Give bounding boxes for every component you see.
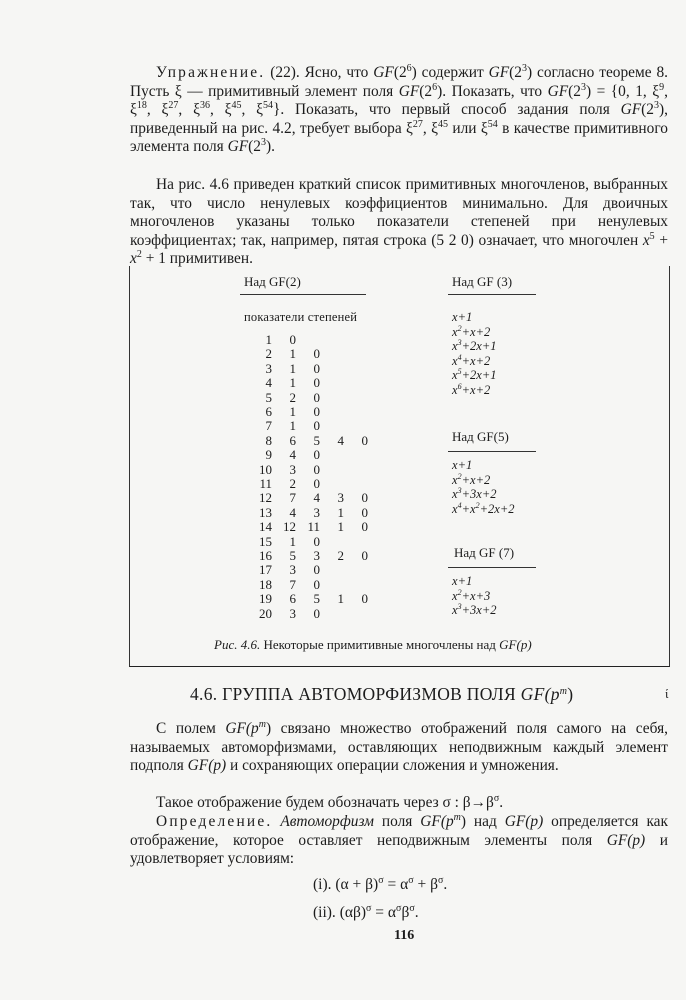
figure-caption: Рис. 4.6. Некоторые примитивные многочлены над GF(p): [214, 637, 532, 652]
exercise-paragraph: Упражнение. (22). Ясно, что $GF(2^6)$ содержит $GF(2^3)$ согласно теореме 8. Пусть ξ — примитивный элемент поля $GF(2^6)$. Показать, что $GF(2^3) = \{0$, 1, $\xi^9$, $\xi^{18}$, $\xi^{27}$, $\xi^{36}$, $\xi^{45}$, $\xi^{54}$}. Показать, что первый способ задания поля $GF(2^3)$, приведенный на рис. 4.2, требует выбора $\xi^{27}$, $\xi^{45}$ или $\xi^{54}$ в качестве примитивного элемента поля $GF(2^3)$.: [130, 63, 669, 156]
polynomial-item: $x^2+x+2$: [452, 323, 491, 339]
exponent-cell: 0: [313, 533, 320, 549]
gf3-header: Над GF (3): [452, 274, 513, 289]
exponent-cell: 3: [289, 562, 296, 578]
exponent-cell: 0: [361, 519, 368, 535]
exponent-cell: 0: [361, 490, 368, 506]
exponent-cell: 9: [265, 447, 272, 463]
automorphism-paragraph: С полем $GF(p^m)$ связано множество отображений поля самого на себя, называемых автоморфизмами, оставляющих неподвижным каждый элемент подполя GF(p) и сохраняющих операции сложения и умножения.: [130, 719, 668, 775]
exponent-cell: 13: [259, 504, 272, 520]
exponent-cell: 0: [313, 375, 320, 391]
exponent-cell: 1: [289, 375, 296, 391]
exponent-cell: 3: [337, 490, 344, 506]
exponent-cell: 0: [361, 591, 368, 607]
exponent-cell: 20: [259, 605, 272, 621]
gf2-header-rule: [240, 294, 366, 295]
exponent-cell: 0: [361, 504, 368, 520]
polynomial-item: $x^2+x+3$: [452, 587, 491, 603]
exponent-cell: 6: [289, 432, 296, 448]
exponent-cell: 0: [313, 404, 320, 419]
exponent-cell: 5: [265, 389, 272, 405]
exponent-cell: 0: [313, 360, 320, 376]
gf3-header-rule: [448, 294, 536, 295]
intro-paragraph: На рис. 4.6 приведен краткий список примитивных многочленов, выбранных так, что число ненулевых коэффициентов минимально. Для двоичных многочленов указаны только показатели степеней при ненулевых коэффициентах; так, например, пятая строка (5 2 0) означает, что многочлен $x^5 + x^2 + 1$ примитивен.: [130, 176, 668, 268]
polynomial-item: $x^3+3x+2$: [452, 486, 497, 502]
exponent-cell: 7: [289, 576, 296, 592]
polynomial-item: $x^5+2x+1$: [452, 367, 497, 383]
exponent-cell: 4: [337, 432, 344, 448]
exponent-cell: 7: [265, 418, 272, 434]
polynomial-item: x+1: [452, 310, 473, 324]
polynomial-item: $x^4+x^2+2x+2$: [452, 500, 515, 516]
mapping-paragraph: Такое отображение будем обозначать через σ : $\beta\to\beta^\sigma$.: [156, 793, 504, 811]
exercise-heading: Упражнение.: [156, 64, 266, 81]
exponent-cell: 1: [337, 519, 344, 535]
exponent-cell: 5: [313, 432, 320, 448]
exponent-cell: 0: [313, 447, 320, 463]
polynomial-item: $x^3+2x+1$: [452, 338, 497, 354]
exponent-cell: 1: [289, 360, 296, 376]
exponent-cell: 7: [289, 490, 296, 506]
exponent-cell: 18: [259, 576, 272, 592]
exponent-cell: 5: [289, 548, 296, 563]
polynomial-item: x+1: [452, 574, 473, 588]
exponent-cell: 6: [265, 404, 272, 419]
exponent-cell: 11: [259, 476, 272, 491]
primitive-polynomials-figure: [129, 266, 670, 667]
exponent-cell: 2: [289, 389, 296, 405]
exponent-cell: 0: [313, 389, 320, 405]
exponent-cell: 0: [361, 548, 368, 563]
polynomial-item: x+1: [452, 458, 473, 472]
exponent-cell: 0: [313, 605, 320, 621]
exponent-cell: 4: [289, 504, 296, 520]
exponent-cell: 3: [265, 360, 272, 376]
definition-paragraph: Определение. Автоморфизм поля $GF(p^m)$ над GF(p) определяется как отображение, которое оставляет неподвижным элементы поля GF(p) и удовлетворяет условиям:: [130, 812, 668, 868]
page-number: 116: [394, 928, 415, 943]
gf5-header: Над GF(5): [452, 429, 509, 444]
exponent-cell: 16: [259, 548, 272, 563]
exponent-cell: 1: [265, 332, 272, 347]
exponent-cell: 12: [259, 490, 272, 506]
exponent-cell: 3: [313, 504, 320, 520]
exponent-cell: 0: [313, 461, 320, 477]
exponent-cell: 1: [289, 346, 296, 362]
exponent-cell: 0: [313, 476, 320, 491]
exponent-cell: 12: [283, 519, 296, 535]
exponent-cell: 2: [337, 548, 344, 563]
exponent-cell: 0: [313, 346, 320, 362]
definition-term: Автоморфизм: [272, 813, 374, 830]
gf7-header: Над GF (7): [454, 545, 515, 560]
definition-heading: Определение.: [156, 813, 273, 830]
exponent-cell: 4: [289, 447, 296, 463]
polynomial-item: $x^4+x+2$: [452, 352, 491, 368]
exponent-cell: 0: [289, 332, 296, 347]
exponent-cell: 1: [289, 404, 296, 419]
polynomial-item: $x^3+3x+2$: [452, 602, 497, 618]
exponent-cell: 14: [259, 519, 272, 535]
exponent-cell: 0: [313, 576, 320, 592]
exponent-cell: 1: [337, 591, 344, 607]
exponent-cell: 0: [313, 418, 320, 434]
exponent-cell: 8: [265, 432, 272, 448]
exponent-cell: 1: [289, 533, 296, 549]
exponent-cell: 3: [313, 548, 320, 563]
gf5-header-rule: [448, 451, 536, 452]
exponent-cell: 17: [259, 562, 272, 578]
exponent-cell: 4: [313, 490, 320, 506]
exponent-cell: 5: [313, 591, 320, 607]
exponent-cell: 2: [289, 476, 296, 491]
exponent-cell: 2: [265, 346, 272, 362]
exponent-cell: 3: [289, 461, 296, 477]
section-title: 4.6. ГРУППА АВТОМОРФИЗМОВ ПОЛЯ $GF(p^m)$: [190, 684, 574, 704]
exponent-cell: 15: [259, 533, 272, 549]
polynomial-item: $x^6+x+2$: [452, 382, 491, 397]
exponent-cell: 19: [259, 591, 272, 607]
condition-ii: (ii). $(\alpha\beta)^\sigma = \alpha^\sigma\beta^\sigma$.: [313, 903, 419, 921]
exponent-cell: 0: [313, 562, 320, 578]
exponent-cell: 4: [265, 375, 272, 391]
exponents-label: показатели степеней: [244, 310, 358, 324]
exponent-cell: 0: [361, 432, 368, 448]
exponent-cell: 3: [289, 605, 296, 621]
exponent-cell: 10: [259, 461, 272, 477]
condition-i: (i). $(\alpha + \beta)^\sigma = \alpha^\sigma + \beta^\sigma$.: [313, 875, 448, 893]
gf7-header-rule: [448, 567, 536, 568]
exponent-cell: 1: [289, 418, 296, 434]
exponent-cell: 6: [289, 591, 296, 607]
gf2-header: Над GF(2): [244, 274, 301, 289]
margin-mark: ί: [665, 686, 669, 701]
polynomial-item: $x^2+x+2$: [452, 471, 491, 487]
exponent-cell: 1: [337, 504, 344, 520]
exponent-cell: 11: [307, 519, 320, 535]
